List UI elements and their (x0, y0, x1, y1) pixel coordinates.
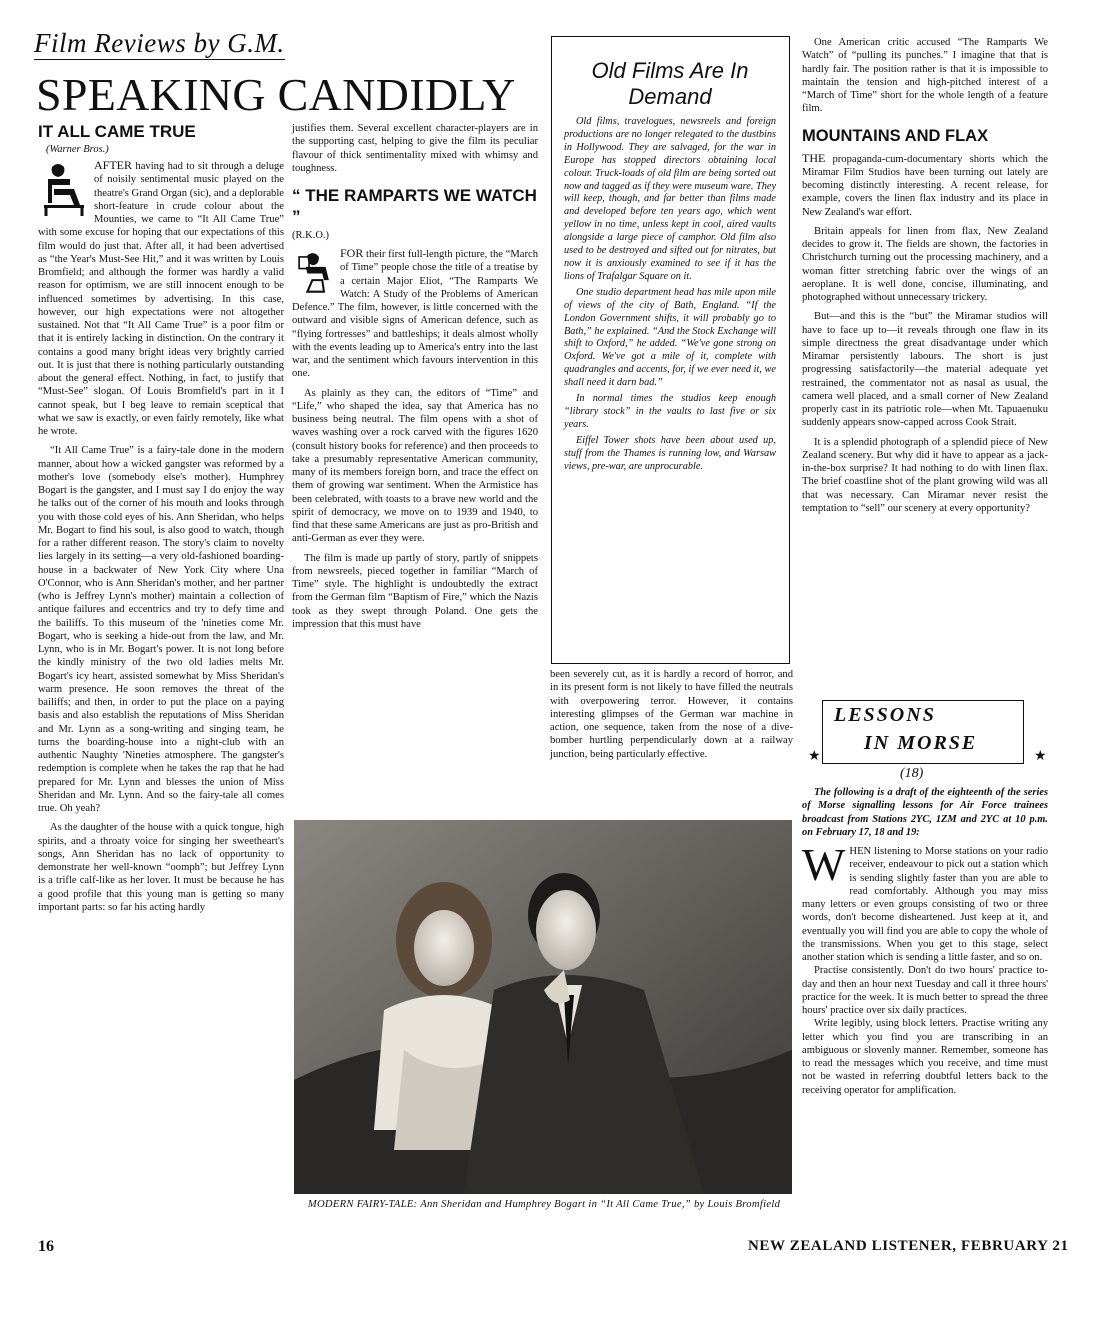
review-paragraph: As plainly as they can, the editors of “Time” and “Life,” who shaped the idea, say that America has no business being neutral. The film opens with a shot of waves washing over a rock carved with the figures 1620 (consult history books for reference) and then proceeds to take a presumably representative American community, many of its members foreign born, and trace the effect on them of growing war sentiment. When the Armistice has been celebrated, with toasts to a brave new world and the spirit of democracy, we move on to 1939 and 1940, to find that these same Americans are just as pro-British and anti-German as ever they were. (292, 387, 538, 545)
morse-column (802, 786, 1048, 1097)
lead-words: FOR (340, 246, 364, 260)
paragraph-text: having had to sit through a deluge of noisily sentimental music played on the theatre's Grand Organ (sic), and a deplorable short-feature in crude colour about the Mounties, we came to “It All Came True” with some excuse for hoping that our expectations of this film would do just that. After all, it had been advertised as “the Year's Must-See Hit,” and it was written by Louis Bromfield; and although the former was hardly a valid reason for optimism, we are still innocent enough to be influenced sometimes by advertising. In this case, however, our high expectations were not altogether sustained. Not that “It All Came True” is a poor film or that it is entirely lacking in distinction. On the contrary it contains a good many bright ideas very brightly carried out. It is just that there is nothing particularly outstanding about the general effect. Nothing, in fact, to justify that “Must-See” slogan. Of Louis Bromfield's part in it I cannot speak, but I beg leave to remain sceptical that what we saw is exactly, or even fairly remotely, like what he wrote. (38, 161, 284, 437)
section-kicker: Film Reviews by G.M. (34, 28, 285, 58)
review-paragraph: But—and this is the “but” the Miramar studios will have to face up to—it reveals through one flaw in its simple directness the great disadvantage under which Miramar persistently labours. The short is just progressing satisfactorily—the material adequate yet restrained, the commentator not as nasal as usual, the camera well placed, and a small corner of New Zealand properly cast in its patriotic role—when Mt. Tapuaenuku suddenly appears snow-capped across Cook Strait. (802, 311, 1048, 429)
sidebar-paragraph: Old films, travelogues, newsreels and foreign productions are no longer relegated to the dustbins in Hollywood. They are salvaged, for the war in Europe has stopped directors obtaining local colour. Truck-loads of old film are being sorted out now and tagged as if they were museum ware. They will keep, though, and far better than films made and developed before ten years ago, which went yellow in no time, unless kept in cool, aired vaults alongside a large piece of camphor. Old film also used to be destroyed and sifted out for nitrates, but now it is anxiously examined to see if it has the lions of Trafalgar Square on it. (564, 116, 777, 282)
column-3 (550, 668, 793, 761)
review-paragraph (802, 152, 1048, 219)
reviewer-sketch-icon (292, 247, 336, 295)
sidebar-title: Old Films Are In Demand (591, 58, 749, 109)
review-paragraph: As the daughter of the house with a quick tongue, high spirits, and a throaty voice for singing her sweetheart's songs, Ann Sheridan has no lack of opportunity to demonstrate her well-known “oomph”; but Jeffrey Lynn is a trifle calf-like as her lover. It must be because he has a good profile that this young man is getting so many important parts: so far his acting hardly (38, 822, 284, 913)
photo-caption: MODERN FAIRY-TALE: Ann Sheridan and Humphrey Bogart in “It All Came True,” by Louis Bromfield (307, 1199, 781, 1210)
sidebar-content (564, 58, 776, 473)
sidebar-paragraph: Eiffel Tower shots have been about used up, stuff from the Thames is running low, and Warsaw views, pre-war, are unprocurable. (564, 434, 776, 472)
review-studio: (R.K.O.) (292, 230, 330, 241)
morse-paragraph: Practise consistently. Don't do two hours' practice to-day and then an hour next Tuesday and call it three hours' practice for the week. It is much better to spread the three hours' practice over six daily practices. (802, 965, 1048, 1016)
star-icon: ★ (808, 748, 821, 764)
sidebar-paragraph: One studio department head has mile upon mile of views of the city of Bath, England. “If the London Government shifts, it will probably go to Bath,” he explained. “And the Stock Exchange will shift to Oxford,” he added. “We've gone strong on Oxford. We've got a mile of it, complete with quadrangles and accents, for, if we ever need it, we shall need it darn bad.” (564, 286, 776, 389)
film-still-photo (294, 820, 792, 1194)
review-paragraph: justifies them. Several excellent character-players are in the supporting cast, helping to give the film its peculiar flavour of thick sentimentality mixed with whimsy and toughness. (292, 123, 538, 174)
publication-footer: NEW ZEALAND LISTENER, FEBRUARY 21 (748, 1238, 1069, 1254)
review-title: IT ALL CAME TRUE (38, 122, 196, 141)
review-studio: (Warner Bros.) (46, 144, 109, 155)
review-paragraph: “It All Came True” is a fairy-tale done in the modern manner, about how a wicked gangster was reformed by a mother's love (somebody else's mother). Humphrey Bogart is the gangster, and I must say I do enjoy the way he talks out of the corner of his mouth and looks through you with those cold eyes of his. Ann Sheridan, who helps Mr. Bogart to find his soul, is also good to watch, though for a rather different reason. The story's claim to novelty lies largely in its setting—a very old-fashioned boarding-house in a backwater of New York City where Una O'Connor, who is Ann Sheridan's mother, and her partner (who is Jeffrey Lynn's mother) maintain a collection of antique failures and eccentrics and try to defy time and the bailiffs. To this museum of the 'nineties come Mr. Bogart, who is seeking a hide-out from the law, and Mr. Lynn, who is in Mr. Bogart's power. It is not long before the kindly ministry of the two old ladies melts Mr. Bogart's icy heart, assisted somewhat by Miss Sheridan's warm presence. He soon removes the threat of the bailiffs; and then, in order to put the place on a paying basis and also establish the reputations of Miss Sheridan and Mr. Lynn as a song-writing and singing team, he turns the boarding-house into a night-club with an authentic Naughty 'Nineties atmosphere. The gangster's redemption is complete when he takes the rap that he had prepared for Mr. Lynn and blesses the union of Miss Sheridan and Mr. Lynn. And so the fairy-tale all comes true. Oh yeah? (38, 445, 284, 814)
review-paragraph: been severely cut, as it is hardly a record of horror, and in its present form is not likely to have filled the neutrals with overpowering terror. However, it contains interesting glimpses of the German war machine in action, one sequence, taken from the nose of a dive-bomber hurtling perpendicularly down at a railway junction, being particularly effective. (550, 669, 793, 760)
review-paragraph: The film is made up partly of story, partly of snippets from newsreels, pieced together in familiar “March of Time” style. The highlight is undoubtedly the extract from the German film “Baptism of Fire,” which the Nazis took as they swept through Poland. One gets the impression that this must have (292, 552, 538, 630)
morse-title-line2: IN MORSE (864, 732, 978, 754)
morse-title-line1: LESSONS (834, 704, 936, 726)
page-title: SPEAKING CANDIDLY (36, 69, 516, 120)
star-icon: ★ (1034, 748, 1047, 764)
page-number: 16 (38, 1238, 54, 1255)
reviewer-sketch-icon (38, 159, 90, 217)
column-4 (802, 36, 1048, 515)
column-1 (38, 122, 284, 914)
paragraph-text: propaganda-cum-documentary shorts which the Miramar Film Studios have been turning out lately are becoming distinctly interesting. A recent release, for example, covers the linen flax industry and its place in New Zealand's war effort. (802, 153, 1048, 218)
lead-words: AFTER (94, 158, 133, 172)
column-2 (292, 122, 538, 631)
review-title: “ THE RAMPARTS WE WATCH ” (292, 186, 537, 226)
morse-intro: The following is a draft of the eighteenth of the series of Morse signalling lessons for Air Force trainees broadcast from Stations 2YC, 1ZM and 2YC at 10 p.m. on February 17, 18 and 19: (802, 787, 1048, 838)
morse-paragraph: Write legibly, using block letters. Practise writing any letter which you find you are transcribing in an ambiguous or slovenly manner. Remember, someone has to read the messages which you receive, and time must not be wasted in referring doubtful letters back to the receiving operator for amplification. (802, 1018, 1048, 1096)
review-paragraph: One American critic accused “The Ramparts We Watch” of “pulling its punches.” I imagine that that is hardly fair. The position rather is that it is impossible to maintain the tension and high-pitched interest of a “March of Time” short for the whole length of a feature film. (802, 37, 1048, 115)
review-title: MOUNTAINS AND FLAX (802, 126, 989, 145)
lead-words: THE (802, 150, 826, 165)
morse-lesson-number: (18) (900, 766, 924, 781)
film-still-image (294, 820, 792, 1194)
sidebar-paragraph: In normal times the studios keep enough “library stock” in the vaults to last five or six years. (564, 393, 776, 430)
paragraph-text: their first full-length picture, the “March of Time” people chose the title of a treatise by a certain Major Eliot, “The Ramparts We Watch: A Study of the Problems of American Defence.” The film, however, is little concerned with the outward and visible signs of American defence, such as “flying fortresses” and battleships; it deals almost wholly with the events leading up to America's entry into the last war, and the sentiment which favours intervention in this one. (292, 249, 538, 380)
morse-paragraph: HEN listening to Morse stations on your radio receiver, endeavour to pick out a station which is sending slightly faster than you are able to read comfortably. Although you may miss many letters or even groups consisting of two or three words, don't become disheartened. Just keep at it, and eventually you will find you are able to copy the whole of the transmissions. When you get to this stage, select another station which is sending a little faster, and so on. (802, 846, 1048, 963)
review-paragraph: It is a splendid photograph of a splendid piece of New Zealand scenery. But why did it have to appear as a jack-in-the-box surprise? It had nothing to do with linen flax. The brief coastline shot of the plant growing wild was all that was necessary. Can Miramar never resist the temptation to “sell” our scenery at every opportunity? (802, 436, 1048, 514)
morse-dropcap: W (802, 839, 846, 890)
review-paragraph: Britain appeals for linen from flax, New Zealand decides to grow it. The fields are shown, the factories in Christchurch turning out the processing machinery, and a woman fitter stretching fabric over the wings of an aeroplane. It is well done, concise, illuminating, and photographed without unnecessary trickery. (802, 225, 1048, 303)
